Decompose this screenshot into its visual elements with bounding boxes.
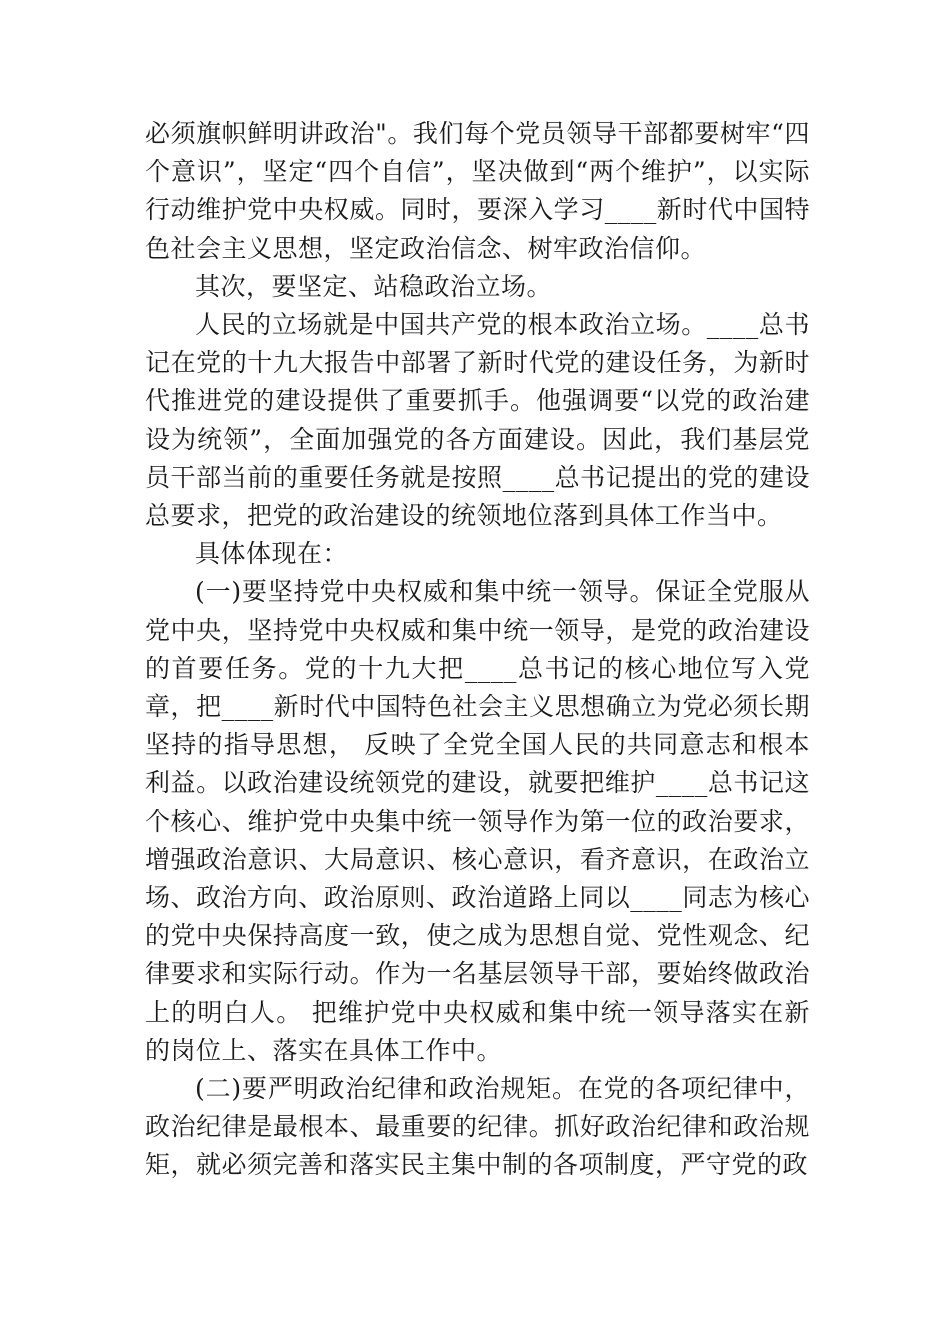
paragraph-item-two: (二)要严明政治纪律和政治规矩。在党的各项纪律中，政治纪律是最根本、最重要的纪律。抓好政治纪律和政治规矩，就必须完善和落实民主集中制的各项制度，严守党的政 xyxy=(145,1074,810,1180)
paragraph-specifics-heading: 具体体现在： xyxy=(195,539,349,569)
paragraph-people-stance: 人民的立场就是中国共产党的根本政治立场。____总书记在党的十九大报告中部署了新时代党的建设任务，为新时代推进党的建设提供了重要抓手。他强调要“以党的政治建设为统领”，全面加强党的各方面建设。因此，我们基层党员干部当前的重要任务就是按照____总书记提出的党的建设总要求，把党的政治建设的统领地位落到具体工作当中。 xyxy=(145,310,810,531)
paragraph-political-stance-heading: 其次，要坚定、站稳政治立场。 xyxy=(195,271,553,301)
document-body xyxy=(145,115,810,1185)
paragraph-continuation: 必须旗帜鲜明讲政治"。我们每个党员领导干部都要树牢“四个意识”，坚定“四个自信”，坚决做到“两个维护”，以实际行动维护党中央权威。同时，要深入学习____新时代中国特色社会主义思想，坚定政治信念、树牢政治信仰。 xyxy=(145,119,810,263)
paragraph-item-one: (一)要坚持党中央权威和集中统一领导。保证全党服从党中央，坚持党中央权威和集中统一领导，是党的政治建设的首要任务。党的十九大把____总书记的核心地位写入党章，把____新时代中国特色社会主义思想确立为党必须长期坚持的指导思想， 反映了全党全国人民的共同意志和根本利益。以政治建设统领党的建设，就要把维护____总书记这个核心、维护党中央集中统一领导作为第一位的政治要求，增强政治意识、大局意识、核心意识，看齐意识，在政治立场、政治方向、政治原则、政治道路上同以____同志为核心的党中央保持高度一致，使之成为思想自觉、党性观念、纪律要求和实际行动。作为一名基层领导干部，要始终做政治上的明白人。 把维护党中央权威和集中统一领导落实在新的岗位上、落实在具体工作中。 xyxy=(145,577,810,1065)
